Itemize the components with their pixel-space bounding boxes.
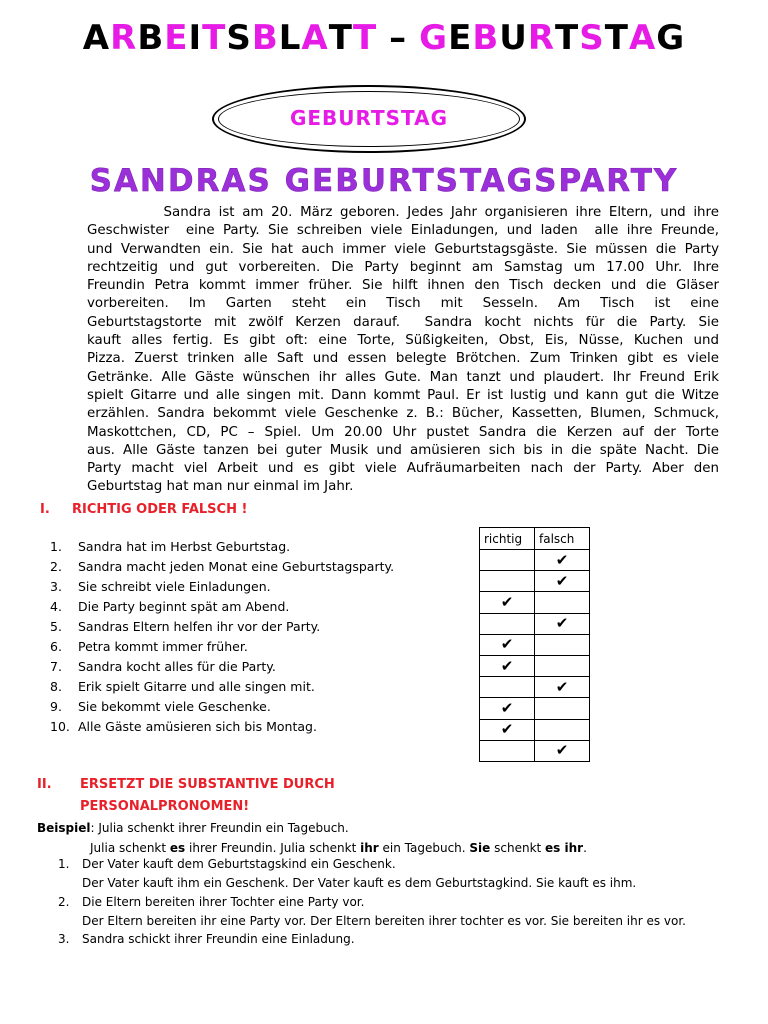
title-letter: – <box>389 18 408 58</box>
answer-row <box>480 740 590 761</box>
checkmark-icon: ✔ <box>555 550 569 569</box>
checkmark-icon: ✔ <box>555 677 569 696</box>
title-letter: T <box>604 18 629 58</box>
story-line: und Verwandten ein. Sie hat auch immer viele Geburtstagsgäste. Sie müssen die Party <box>87 241 719 257</box>
statement-text: Sandras Eltern helfen ihr vor der Party. <box>78 619 321 634</box>
exercise-number: 3. <box>58 932 70 946</box>
title-letter: R <box>527 18 556 58</box>
statement-number: 1. <box>50 539 62 554</box>
example-answer-bold: es <box>169 841 186 855</box>
story-title: SANDRAS GEBURTSTAGSPARTY <box>89 163 679 199</box>
story-line: kauft alles fertig. Es gibt oft: eine Torte, Süßigkeiten, Obst, Eis, Nüsse, Kuchen und <box>87 333 719 349</box>
worksheet-title <box>0 18 768 58</box>
story-line: Geburtstagstorte mit zwölf Kerzen darauf. Sandra kocht nichts für die Party. Sie <box>87 314 719 330</box>
story-line: Pizza. Zuerst trinken alle Saft und essen belegte Brötchen. Zum Trinken gibt es viele <box>87 351 719 367</box>
example-answer <box>90 841 587 855</box>
topic-ellipse <box>212 85 526 153</box>
answer-row <box>480 592 590 613</box>
statement-item <box>50 619 320 639</box>
story-line: Freundin Petra kommt immer früher. Sie hilft ihnen den Tisch decken und die Gläser <box>87 278 719 294</box>
statement-item <box>50 559 394 579</box>
story-line: aus. Alle Gäste tanzen bei guter Musik und amüsieren sich bis in die späte Nacht. Die <box>87 442 719 458</box>
example-answer-text: schenkt <box>490 841 546 855</box>
answer-table <box>479 527 590 762</box>
answer-cell-falsch[interactable] <box>535 698 590 719</box>
answer-cell-richtig[interactable] <box>480 571 535 592</box>
checkmark-icon: ✔ <box>555 614 569 633</box>
statement-number: 9. <box>50 699 62 714</box>
answer-cell-richtig[interactable] <box>480 634 535 655</box>
title-letter: S <box>226 18 252 58</box>
answer-cell-falsch[interactable] <box>535 571 590 592</box>
statement-item <box>50 639 248 659</box>
story-line: Sandra ist am 20. März geboren. Jedes Jahr organisieren ihre Eltern, und ihre <box>87 205 719 220</box>
answer-row <box>480 571 590 592</box>
example-label: Beispiel <box>37 821 91 835</box>
example-answer-bold: es ihr <box>545 841 584 855</box>
checkmark-icon: ✔ <box>555 741 569 760</box>
answer-cell-richtig[interactable] <box>480 613 535 634</box>
checkmark-icon: ✔ <box>500 698 514 717</box>
title-letter: A <box>628 18 657 58</box>
story-line: Geburtstag hat man nur einmal im Jahr. <box>87 479 354 495</box>
section-1-number: I. <box>40 502 50 517</box>
title-letter: I <box>188 18 203 58</box>
answer-cell-falsch[interactable] <box>535 613 590 634</box>
title-letter: T <box>202 18 227 58</box>
title-letter: E <box>164 18 189 58</box>
exercise-number: 1. <box>58 857 70 871</box>
example-line <box>37 821 349 835</box>
section-1-heading: RICHTIG ODER FALSCH ! <box>72 502 248 517</box>
story-line: spielt Gitarre und alle singen mit. Dann kommt Paul. Er ist lustig und kann gut die Witze <box>87 387 719 403</box>
checkmark-icon: ✔ <box>500 656 514 675</box>
checkmark-icon: ✔ <box>500 635 514 654</box>
section-2-heading-line2: PERSONALPRONOMEN! <box>80 799 250 814</box>
title-letter: R <box>110 18 138 58</box>
title-letter: A <box>82 18 111 58</box>
statement-text: Sie bekommt viele Geschenke. <box>78 699 271 714</box>
story-line: Geschwister eine Party. Sie schreiben viele Einladungen, und laden alle ihre Freunde, <box>87 223 719 239</box>
statement-item <box>50 579 271 599</box>
exercise-text: Sandra schickt ihrer Freundin eine Einladung. <box>82 932 355 946</box>
statement-item <box>50 599 289 619</box>
title-letter: B <box>251 18 279 58</box>
statement-number: 3. <box>50 579 62 594</box>
story-line: erzählen. Sandra bekommt viele Geschenke z. B.: Bücher, Kassetten, Blumen, Schmuck, <box>87 406 719 422</box>
exercise-number: 2. <box>58 895 70 909</box>
example-answer-bold: ihr <box>360 841 379 855</box>
checkmark-icon: ✔ <box>500 720 514 739</box>
statement-text: Alle Gäste amüsieren sich bis Montag. <box>78 719 317 734</box>
answer-cell-richtig[interactable] <box>480 698 535 719</box>
title-letter: B <box>137 18 165 58</box>
answer-cell-richtig[interactable] <box>480 655 535 676</box>
answer-cell-falsch[interactable] <box>535 677 590 698</box>
statement-number: 5. <box>50 619 62 634</box>
exercise-text: Die Eltern bereiten ihrer Tochter eine Party vor. <box>82 895 365 909</box>
story-line: vorbereiten. Im Garten steht ein Tisch mit Sesseln. Am Tisch ist eine <box>87 296 719 312</box>
answer-row <box>480 550 590 571</box>
column-falsch-header: falsch <box>535 528 590 550</box>
exercise-sentence <box>58 932 355 946</box>
example-answer-bold: Sie <box>469 841 491 855</box>
topic-label: GEBURTSTAG <box>289 106 449 130</box>
statement-number: 2. <box>50 559 62 574</box>
answer-cell-falsch[interactable] <box>535 634 590 655</box>
exercise-answer: Der Vater kauft ihm ein Geschenk. Der Vater kauft es dem Geburtstagkind. Sie kauft es ihm. <box>82 876 637 890</box>
answer-cell-falsch[interactable] <box>535 740 590 761</box>
statement-item <box>50 679 315 699</box>
statement-number: 10. <box>50 719 70 734</box>
column-richtig-header: richtig <box>480 528 535 550</box>
statement-item <box>50 539 290 559</box>
title-letter: T <box>328 18 353 58</box>
example-answer-text: ihrer Freundin. Julia schenkt <box>185 841 361 855</box>
title-letter: A <box>301 18 329 58</box>
statement-text: Sandra hat im Herbst Geburtstag. <box>78 539 291 554</box>
story-paragraph <box>87 204 719 497</box>
example-sentence: : Julia schenkt ihrer Freundin ein Tagebuch. <box>90 821 349 835</box>
exercise-text: Der Vater kauft dem Geburtstagskind ein Geschenk. <box>82 857 396 871</box>
title-letter: G <box>656 18 686 58</box>
answer-row <box>480 719 590 740</box>
answer-row <box>480 677 590 698</box>
answer-cell-richtig[interactable] <box>480 550 535 571</box>
statement-text: Die Party beginnt spät am Abend. <box>78 599 290 614</box>
example-answer-text: ein Tagebuch. <box>378 841 470 855</box>
checkmark-icon: ✔ <box>555 571 569 590</box>
answer-cell-falsch[interactable] <box>535 719 590 740</box>
statement-number: 4. <box>50 599 62 614</box>
answer-cell-richtig[interactable] <box>480 592 535 613</box>
title-letter: T <box>352 18 378 58</box>
answer-cell-falsch[interactable] <box>535 550 590 571</box>
statement-text: Sandra macht jeden Monat eine Geburtstagsparty. <box>78 559 395 574</box>
example-answer-text: . <box>583 841 587 855</box>
section-2-number: II. <box>37 777 52 792</box>
statement-item <box>50 719 317 739</box>
answer-row <box>480 613 590 634</box>
checkmark-icon: ✔ <box>500 592 514 611</box>
answer-cell-richtig[interactable] <box>480 740 535 761</box>
statement-text: Sie schreibt viele Einladungen. <box>78 579 271 594</box>
answer-cell-richtig[interactable] <box>480 677 535 698</box>
title-letter: S <box>579 18 605 58</box>
statement-text: Petra kommt immer früher. <box>78 639 248 654</box>
statement-item <box>50 659 276 679</box>
answer-cell-falsch[interactable] <box>535 592 590 613</box>
exercise-sentence <box>58 895 364 909</box>
exercise-answer: Der Eltern bereiten ihr eine Party vor. Der Eltern bereiten ihrer tochter es vor. Sie bereiten ihr es vor. <box>82 914 686 928</box>
section-2-heading-line1: ERSETZT DIE SUBSTANTIVE DURCH <box>80 777 335 792</box>
story-line: Getränke. Alle Gäste wünschen ihr alles Gute. Man tanzt und plaudert. Ihr Freund Erik <box>87 369 719 385</box>
story-line: rechtzeitig und gut vorbereiten. Die Party beginnt am Samstag um 17.00 Uhr. Ihre <box>87 259 719 275</box>
title-letter: L <box>278 18 302 58</box>
title-letter: U <box>499 18 528 58</box>
statement-text: Sandra kocht alles für die Party. <box>78 659 276 674</box>
statement-item <box>50 699 271 719</box>
answer-row <box>480 655 590 676</box>
statement-number: 7. <box>50 659 62 674</box>
answer-cell-falsch[interactable] <box>535 655 590 676</box>
title-letter: B <box>472 18 500 58</box>
title-letter: T <box>555 18 580 58</box>
answer-row <box>480 698 590 719</box>
exercise-sentence <box>58 857 396 871</box>
story-line: Party macht viel Arbeit und es gibt viele Aufräumarbeiten nach der Party. Aber den <box>87 461 719 477</box>
title-letter: E <box>448 18 473 58</box>
example-answer-text: Julia schenkt <box>90 841 170 855</box>
answer-row <box>480 634 590 655</box>
answer-cell-richtig[interactable] <box>480 719 535 740</box>
story-line: Maskottchen, CD, PC – Spiel. Um 20.00 Uhr pustet Sandra die Kerzen auf der Torte <box>87 424 719 440</box>
statement-number: 8. <box>50 679 62 694</box>
title-letter: G <box>419 18 449 58</box>
statement-number: 6. <box>50 639 62 654</box>
statement-text: Erik spielt Gitarre und alle singen mit. <box>78 679 315 694</box>
